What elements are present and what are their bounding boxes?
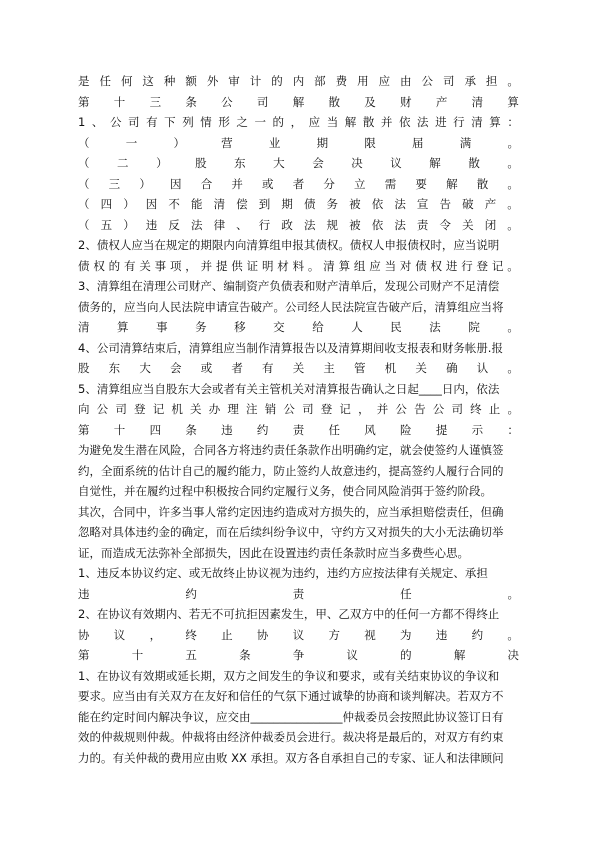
text-line: 力的。有关仲裁的费用应由败 XX 承担。双方各自承担自己的专家、证人和法律顾问 [78,750,504,765]
text-line: 证，而造成无法弥补全部损失，因此在设置违约责任条款时应当多费些心思。 [78,545,469,560]
text-line: 股 东 大 会 或 者 有 关 主 管 机 关 确 认 。 [78,361,519,375]
text-line: 第 十 五 条 争 议 的 解 决 [78,648,519,662]
text-line: 自觉性，并在履约过程中积极按合同约定履行义务，使合同风险消弭于签约阶段。 [78,484,492,498]
text-line: 2、债权人应当在规定的期限内向清算组申报其债权。债权人申报债权时，应当说明 [78,238,500,252]
text-line: 4、公司清算结束后，清算组应当制作清算报告以及清算期间收支报表和财务帐册.报 [78,340,503,355]
text-line: 约，全面系统的估计自己的履约能力，防止签约人故意违约，提高签约人履行合同的 [78,463,504,478]
text-line: 2、在协议有效期内、若无不可抗拒因素发生，甲、乙双方中的任何一方都不得终止 [78,607,500,621]
text-line: 1 、 公 司 有 下 列 情 形 之 一 的 ， 应 当 解 散 并 依 法 进 行 清 算 ： [78,115,519,129]
text-line: （ 二 ） 股 东 大 会 决 议 解 散 。 [78,156,519,170]
text-line: 是 任 何 这 种 额 外 审 计 的 内 部 费 用 应 由 公 司 承 担 。 [78,74,519,88]
text-line: （ 一 ） 营 业 期 限 届 满 。 [78,135,519,150]
text-line: 为避免发生潜在风险，合同各方将违约责任条款作出明确约定，就会使签约人谨慎签 [78,443,504,457]
text-line: 忽略对具体违约金的确定，而在后续纠纷争议中，守约方又对损失的大小无法确切举 [78,525,504,539]
text-line: 效的仲裁规则仲裁。仲裁将由经济仲裁委员会进行。裁决将是最后的，对双方有约束 [78,730,504,744]
text-line: （ 三 ） 因 合 并 或 者 分 立 需 要 解 散 。 [78,176,519,191]
text-line: 债务的，应当向人民法院申请宣告破产。公司经人民法院宣告破产后，清算组应当将 [78,299,504,314]
text-line: 1、在协议有效期或延长期，双方之间发生的争议和要求，或有关结束协议的争议和 [78,668,500,683]
text-line: 债 权 的 有 关 事 项 ， 并 提 供 证 明 材 料 。 清 算 组 应 当 对 债 权 进 行 登 记 。 [78,258,519,273]
text-line: 清 算 事 务 移 交 给 人 民 法 院 。 [78,320,519,334]
text-line: 向 公 司 登 记 机 关 办 理 注 销 公 司 登 记 ， 并 公 告 公 司 终 止 。 [78,402,519,416]
text-line: 协 议 ， 终 止 协 议 方 视 为 违 约 。 [78,627,519,642]
text-line: 第 十 三 条 公 司 解 散 及 财 产 清 算 [78,94,519,109]
text-line: 其次，合同中，许多当事人常约定因违约造成对方损失的，应当承担赔偿责任，但确 [78,504,504,519]
text-line: 要求。应当由有关双方在友好和信任的气氛下通过诚挚的协商和谈判解决。若双方不 [78,689,504,703]
text-line: 能在约定时间内解决争议，应交由________________仲裁委员会按照此协议签订日有 [78,709,504,724]
text-line: 3、清算组在清理公司财产、编制资产负债表和财产清单后，发现公司财产不足清偿 [78,279,500,293]
text-line: （ 四 ） 因 不 能 清 偿 到 期 债 务 被 依 法 宣 告 破 产 。 [78,197,519,211]
text-line: 5、清算组应当自股东大会或者有关主管机关对清算报告确认之日起____日内，依法 [78,381,500,396]
text-line: 违 约 责 任 。 [78,586,519,601]
text-line: 1、违反本协议约定、或无故终止协议视为违约，违约方应按法律有关规定、承担 [78,566,488,580]
document-body [78,71,519,768]
text-line: 第 十 四 条 违 约 责 任 风 险 提 示 ： [78,422,519,437]
text-line: （ 五 ） 违 反 法 律 、 行 政 法 规 被 依 法 责 令 关 闭 。 [78,217,519,232]
